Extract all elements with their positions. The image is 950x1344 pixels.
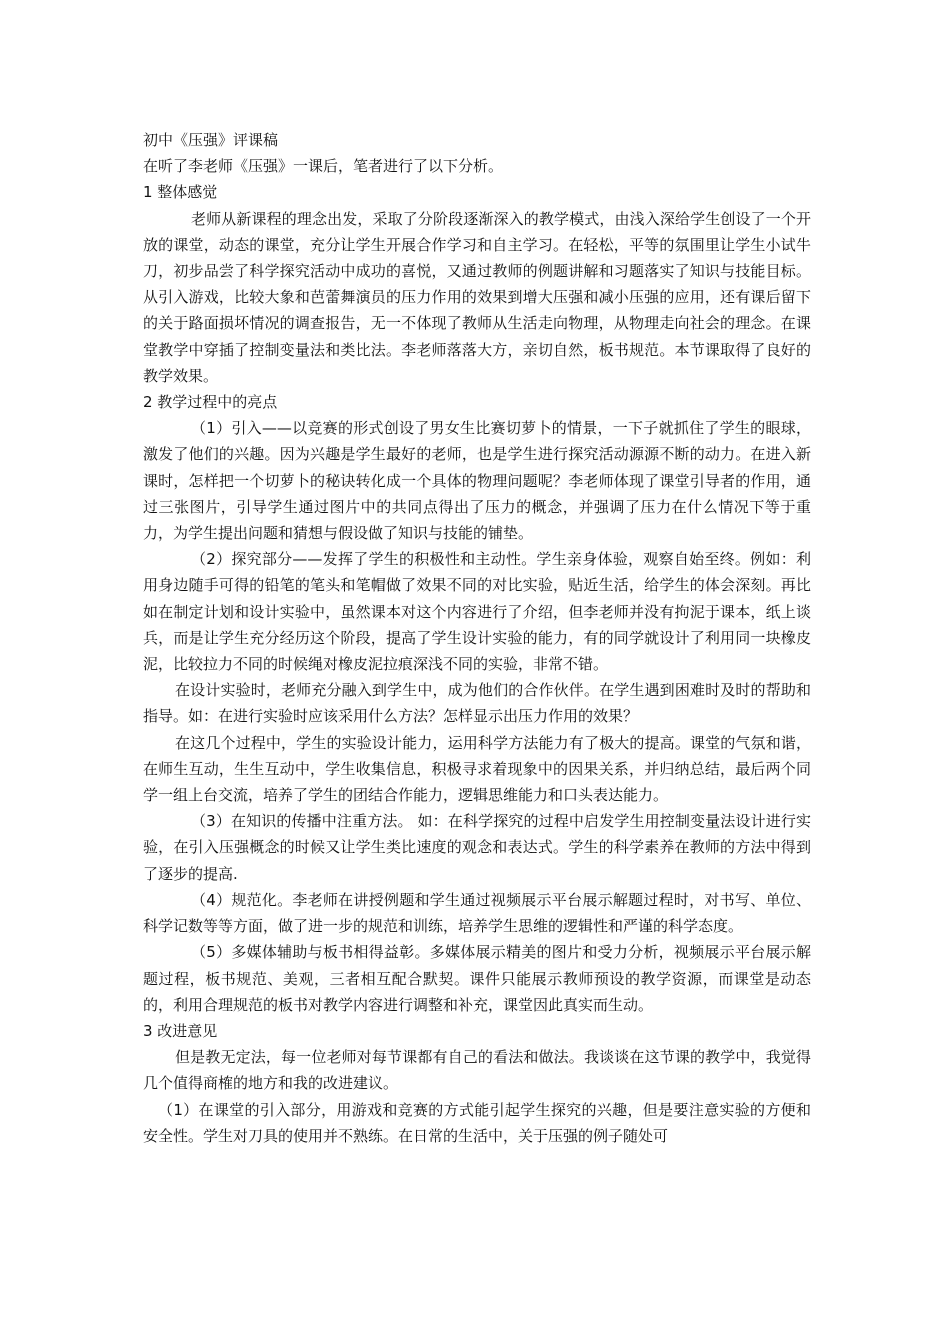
section-3-paragraph-2: （1）在课堂的引入部分，用游戏和竞赛的方式能引起学生探究的兴趣，但是要注意实验的方便和安全性。学生对刀具的使用并不熟练。在日常的生活中，关于压强的例子随处可 (143, 1100, 811, 1145)
section-1-heading: 1 整体感觉 (143, 183, 218, 202)
section-3-heading: 3 改进意见 (143, 1021, 218, 1040)
section-2-paragraph-3: 在设计实验时，老师充分融入到学生中，成为他们的合作伙伴。在学生遇到困难时及时的帮助和指导。如：在进行实验时应该采用什么方法？怎样显示出压力作用的效果？ (143, 681, 811, 726)
section-2-paragraph-4: 在这几个过程中，学生的实验设计能力，运用科学方法能力有了极大的提高。课堂的气氛和谐，在师生互动，生生互动中，学生收集信息，积极寻求着现象中的因果关系，并归纳总结，最后两个同学一组上台交流，培养了学生的团结合作能力，逻辑思维能力和口头表达能力。 (143, 733, 811, 805)
intro-paragraph: 在听了李老师《压强》一课后，笔者进行了以下分析。 (143, 157, 504, 176)
section-2-paragraph-2: （2）探究部分——发挥了学生的积极性和主动性。学生亲身体验，观察自始至终。例如：利用身边随手可得的铅笔的笔头和笔帽做了效果不同的对比实验，贴近生活，给学生的体会深刻。再比如在制定计划和设计实验中，虽然课本对这个内容进行了介绍，但李老师并没有拘泥于课本，纸上谈兵，而是让学生充分经历这个阶段，提高了学生设计实验的能力，有的同学就设计了利用同一块橡皮泥，比较拉力不同的时候绳对橡皮泥拉痕深浅不同的实验，非常不错。 (143, 550, 811, 674)
document-title: 初中《压强》评课稿 (143, 131, 279, 149)
section-3-paragraph-1: 但是教无定法，每一位老师对每节课都有自己的看法和做法。我谈谈在这节课的教学中，我觉得几个值得商榷的地方和我的改进建议。 (143, 1048, 811, 1093)
section-2-paragraph-1: （1）引入——以竞赛的形式创设了男女生比赛切萝卜的情景，一下子就抓住了学生的眼球，激发了他们的兴趣。因为兴趣是学生最好的老师，也是学生进行探究活动源源不断的动力。在进入新课时，怎样把一个切萝卜的秘诀转化成一个具体的物理问题呢？李老师体现了课堂引导者的作用，通过三张图片，引导学生通过图片中的共同点得出了压力的概念，并强调了压力在什么情况下等于重力，为学生提出问题和猜想与假设做了知识与技能的铺垫。 (143, 419, 811, 543)
document-body (143, 127, 811, 1149)
section-1-paragraph: 老师从新课程的理念出发，采取了分阶段逐渐深入的教学模式，由浅入深给学生创设了一个开放的课堂，动态的课堂，充分让学生开展合作学习和自主学习。在轻松，平等的氛围里让学生小试牛刀，初步品尝了科学探究活动中成功的喜悦，又通过教师的例题讲解和习题落实了知识与技能目标。从引入游戏，比较大象和芭蕾舞演员的压力作用的效果到增大压强和减小压强的应用，还有课后留下的关于路面损坏情况的调查报告，无一不体现了教师从生活走向物理，从物理走向社会的理念。在课堂教学中穿插了控制变量法和类比法。李老师落落大方，亲切自然，板书规范。本节课取得了良好的教学效果。 (143, 209, 811, 385)
section-2-paragraph-7: （5）多媒体辅助与板书相得益彰。多媒体展示精美的图片和受力分析，视频展示平台展示解题过程，板书规范、美观，三者相互配合默契。课件只能展示教师预设的教学资源，而课堂是动态的，利用合理规范的板书对教学内容进行调整和补充，课堂因此真实而生动。 (143, 943, 811, 1014)
section-2-paragraph-5: （3）在知识的传播中注重方法。 如：在科学探究的过程中启发学生用控制变量法设计进行实验，在引入压强概念的时候又让学生类比速度的观念和表达式。学生的科学素养在教师的方法中得到了逐步的提高. (143, 812, 811, 883)
section-2-heading: 2 教学过程中的亮点 (143, 393, 278, 412)
section-2-paragraph-6: （4）规范化。李老师在讲授例题和学生通过视频展示平台展示解题过程时，对书写、单位、科学记数等等方面，做了进一步的规范和训练，培养学生思维的逻辑性和严谨的科学态度。 (143, 890, 811, 936)
